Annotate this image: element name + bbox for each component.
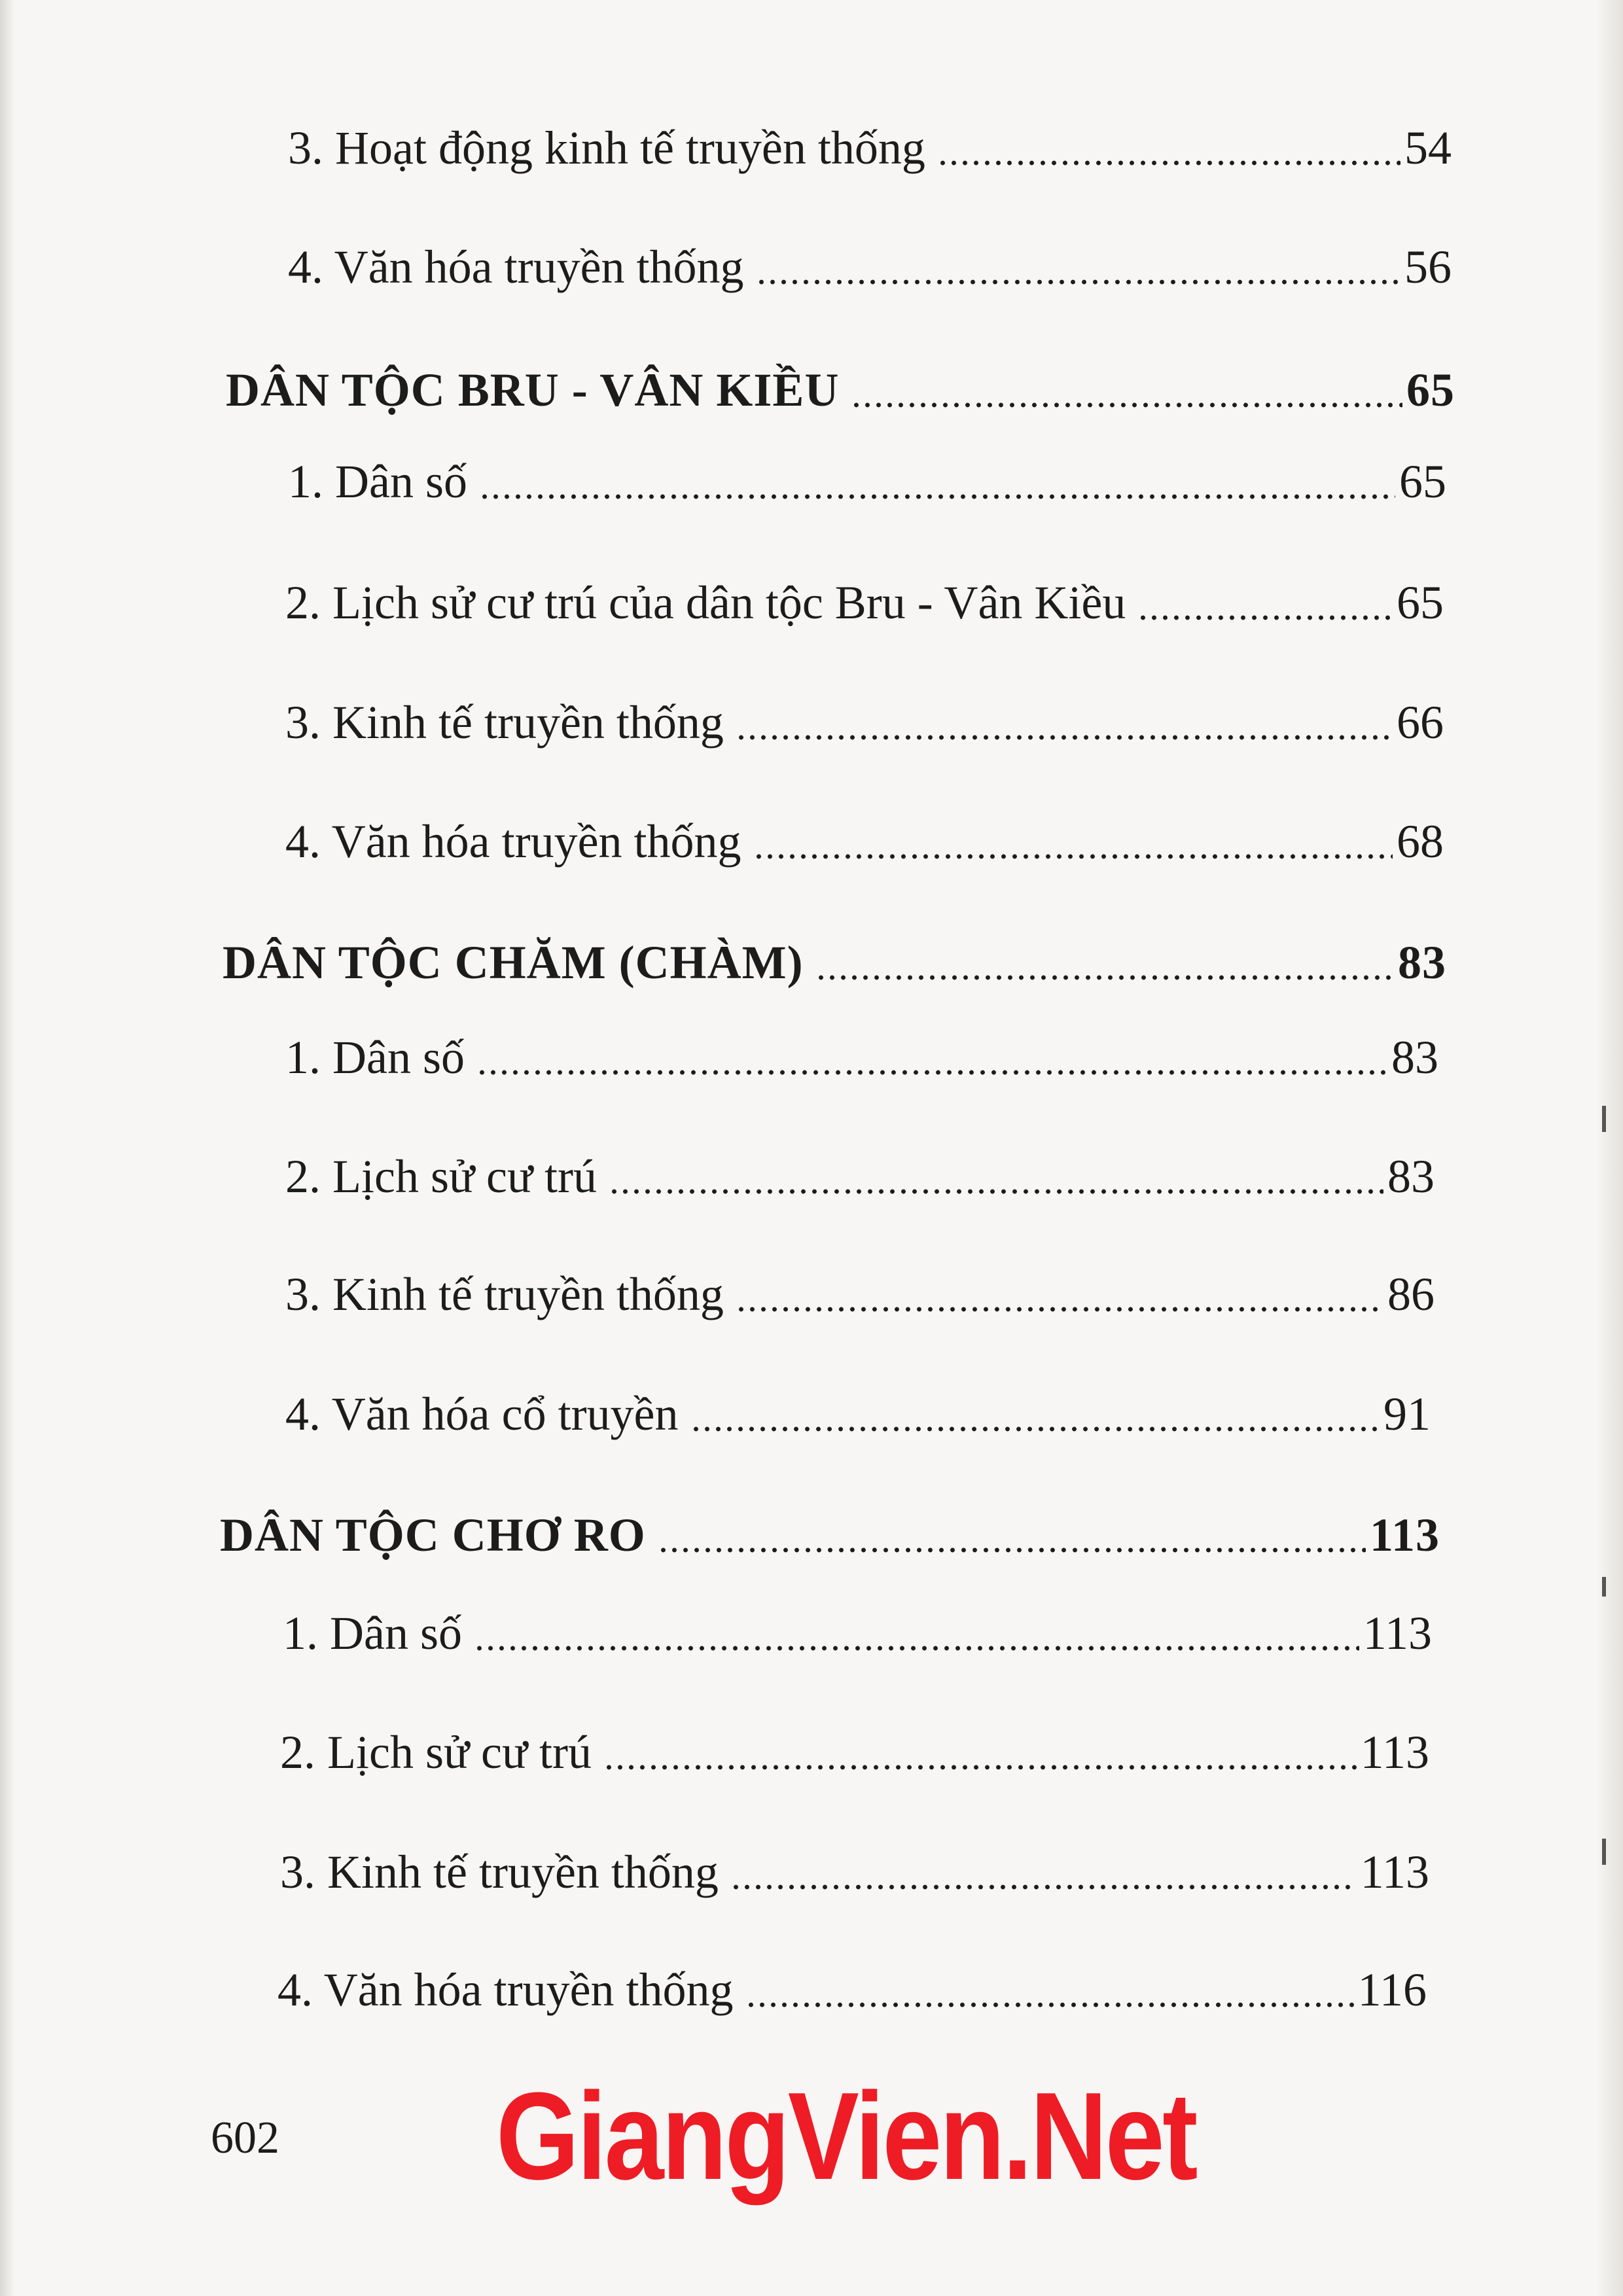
toc-entry-label: DÂN TỘC BRU - VÂN KIỀU [226, 364, 840, 416]
toc-section-heading [220, 1511, 1440, 1559]
toc-entry-page: 86 [1387, 1268, 1435, 1320]
toc-entry-page: 65 [1397, 576, 1444, 629]
toc-entry-label: DÂN TỘC CHĂM (CHÀM) [223, 936, 804, 989]
dot-leader [753, 853, 1393, 860]
toc-entry-page: 54 [1404, 122, 1452, 174]
toc-entry-label: 2. Lịch sử cư trú [285, 1150, 597, 1203]
toc-entry-page: 66 [1397, 696, 1444, 749]
dot-leader [736, 734, 1393, 741]
toc-entry [285, 1031, 1438, 1084]
dot-leader [745, 2002, 1354, 2008]
toc-entry-page: 83 [1398, 936, 1446, 989]
toc-section-heading [223, 936, 1446, 989]
toc-section-heading [226, 366, 1455, 414]
toc-entry-page: 116 [1357, 1964, 1427, 2016]
toc-entry-page: 113 [1360, 1726, 1429, 1778]
toc-entry-label: 2. Lịch sử cư trú [280, 1726, 592, 1778]
dot-leader [474, 1645, 1359, 1651]
toc-entry-page: 113 [1369, 1509, 1440, 1561]
page-number: 602 [211, 2113, 279, 2163]
dot-leader [730, 1884, 1357, 1890]
toc-entry-page: 65 [1399, 455, 1446, 508]
toc-entry [288, 122, 1452, 174]
watermark-logo: GiangVien.Net [496, 2067, 1196, 2206]
toc-entry-label: 1. Dân số [288, 455, 467, 508]
toc-entry-label: 3. Kinh tế truyền thống [285, 696, 724, 749]
dot-leader [609, 1188, 1383, 1195]
toc-entry-label: 3. Hoạt động kinh tế truyền thống [288, 122, 925, 174]
dot-leader [756, 279, 1400, 285]
dot-leader [937, 160, 1400, 166]
toc-entry [285, 1268, 1435, 1320]
toc-entry-label: 4. Văn hóa truyền thống [277, 1964, 734, 2016]
toc-entry-page: 56 [1404, 241, 1452, 293]
toc-entry [288, 455, 1446, 508]
dot-leader [815, 974, 1394, 981]
toc-entry-page: 68 [1397, 815, 1444, 868]
toc-entry [285, 1390, 1431, 1438]
dot-leader [1137, 614, 1393, 621]
toc-entry [277, 1964, 1427, 2016]
toc-entry-page: 91 [1383, 1388, 1431, 1440]
dot-leader [476, 1069, 1387, 1076]
toc-entry-label: 4. Văn hóa truyền thống [288, 241, 744, 293]
toc-entry [285, 815, 1444, 868]
dot-leader [658, 1547, 1366, 1553]
toc-entry [280, 1848, 1429, 1896]
dot-leader [690, 1426, 1380, 1432]
toc-entry-page: 83 [1391, 1031, 1438, 1084]
toc-entry [285, 1150, 1435, 1203]
toc-entry-page: 83 [1387, 1150, 1435, 1203]
toc-entry-label: 1. Dân số [285, 1031, 465, 1084]
toc-entry-page: 113 [1360, 1846, 1429, 1898]
dot-leader [736, 1306, 1383, 1313]
toc-entry [280, 1726, 1429, 1778]
dot-leader [851, 402, 1402, 408]
toc-entry-label: 2. Lịch sử cư trú của dân tộc Bru - Vân Kiều [285, 576, 1126, 629]
toc-entry [285, 576, 1444, 629]
toc-entry-label: 4. Văn hóa truyền thống [285, 815, 741, 868]
toc-entry-page: 113 [1363, 1607, 1432, 1659]
toc-entry [285, 696, 1444, 749]
toc-entry-label: 4. Văn hóa cổ truyền [285, 1388, 679, 1440]
toc-entry-label: 1. Dân số [283, 1607, 462, 1659]
dot-leader [479, 493, 1395, 500]
toc-entry [283, 1607, 1432, 1659]
toc-entry [288, 243, 1452, 291]
toc-entry-label: 3. Kinh tế truyền thống [280, 1846, 719, 1898]
toc-entry-label: DÂN TỘC CHƠ RO [220, 1509, 646, 1561]
toc-entry-label: 3. Kinh tế truyền thống [285, 1268, 724, 1320]
toc-entry-page: 65 [1406, 364, 1455, 416]
dot-leader [603, 1764, 1357, 1771]
